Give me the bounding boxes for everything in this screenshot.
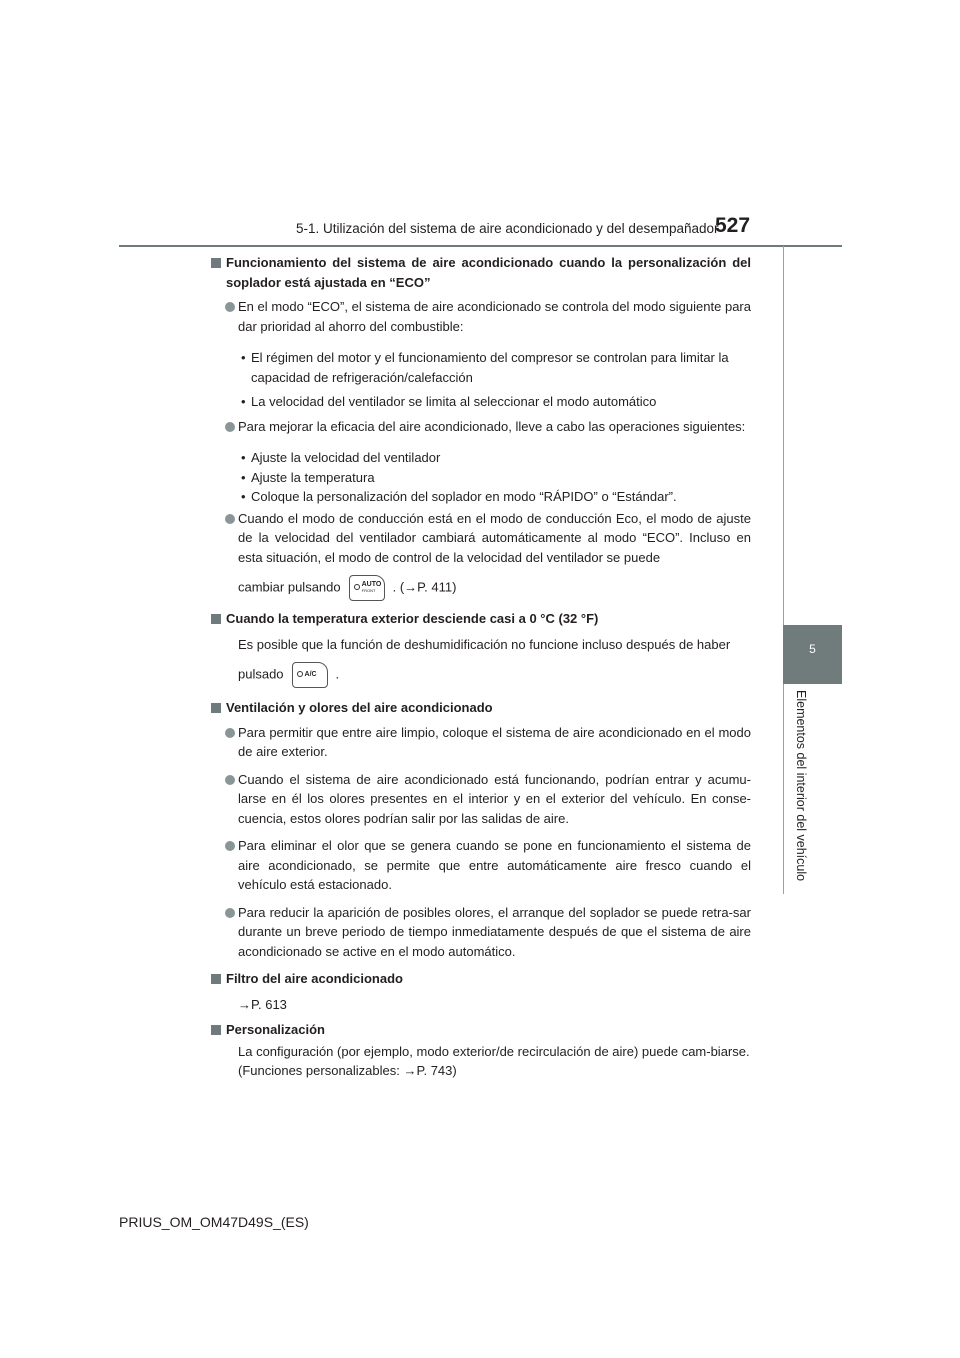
sub-bullet-marker: •: [241, 394, 246, 409]
chapter-label-wrap: [792, 690, 808, 890]
section-heading: Ventilación y olores del aire acondicionado: [226, 700, 493, 715]
bullet-text: Cuando el sistema de aire acondicionado está funcionando, podrían entrar y acumu-larse en él los olores presentes en el interior y en el exterior del vehículo. En conse-cuencia, estos olores podrían salir por las salidas de aire.: [238, 771, 751, 826]
round-bullet-icon: [225, 422, 235, 432]
section-customization: [211, 1020, 751, 1081]
page-reference: . (→P. 411): [392, 579, 457, 595]
sub-bullet-marker: •: [241, 350, 246, 365]
sub-bullet-text: Ajuste la velocidad del ventilador: [251, 450, 441, 465]
sub-bullet-marker: •: [241, 469, 246, 485]
ac-button-label: A/C: [304, 671, 317, 678]
page-reference: →P. 613: [238, 996, 287, 1012]
square-bullet-icon: [211, 703, 221, 713]
round-bullet-icon: [225, 514, 235, 524]
section-ventilation: [211, 698, 751, 961]
auto-button-icon: [349, 575, 385, 601]
round-bullet-icon: [225, 775, 235, 785]
section-heading: Cuando la temperatura exterior desciende casi a 0 °C (32 °F): [226, 611, 599, 626]
round-bullet-icon: [225, 302, 235, 312]
footer-doc-code: PRIUS_OM_OM47D49S_(ES): [119, 1214, 309, 1230]
bullet-text: Para permitir que entre aire limpio, coloque el sistema de aire acondicionado en el modo de aire exterior.: [238, 724, 751, 759]
bullet-text: En el modo “ECO”, el sistema de aire acondicionado se controla del modo siguiente para dar prioridad al ahorro del combustible:: [238, 299, 751, 334]
sub-bullet-marker: •: [241, 450, 246, 465]
section-heading: Personalización: [226, 1022, 325, 1037]
page-content: [211, 253, 751, 1081]
sub-bullet-text: Coloque la personalización del soplador en modo “RÁPIDO” o “Estándar”.: [251, 489, 677, 504]
header-title: 5-1. Utilización del sistema de aire acondicionado y del desempañador: [296, 221, 719, 236]
chapter-tab: [783, 625, 842, 684]
section-heading: Funcionamiento del sistema de aire acondicionado cuando la personalización del soplador está ajustada en “ECO”: [226, 255, 751, 290]
chapter-number: 5: [809, 642, 816, 656]
square-bullet-icon: [211, 974, 221, 984]
header-rule: [119, 245, 842, 247]
square-bullet-icon: [211, 1025, 221, 1035]
bullet-text: Para reducir la aparición de posibles olores, el arranque del soplador se puede retra-sar durante un breve periodo de tiempo inmediatamente después de que el sistema de aire acondicionado se active en el modo automático.: [238, 904, 751, 959]
auto-button-sublabel: FRONT: [361, 588, 376, 593]
ac-button-icon: [292, 662, 328, 688]
paragraph-tail: pulsado: [238, 666, 284, 682]
sub-bullet-text: El régimen del motor y el funcionamiento del compresor se controlan para limitar la capacidad de refrigeración/calefacción: [251, 350, 729, 385]
sub-bullet-text: La velocidad del ventilador se limita al seleccionar el modo automático: [251, 394, 657, 409]
sub-bullet-text: Ajuste la temperatura: [251, 469, 375, 485]
round-bullet-icon: [225, 841, 235, 851]
section-heading: Filtro del aire acondicionado: [226, 971, 403, 986]
round-bullet-icon: [225, 908, 235, 918]
section-filter: [211, 969, 751, 1014]
paragraph: Es posible que la función de deshumidificación no funcione incluso después de haber: [238, 636, 731, 652]
bullet-text-tail: cambiar pulsando: [238, 579, 341, 595]
sub-bullet-marker: •: [241, 489, 246, 504]
square-bullet-icon: [211, 258, 221, 268]
section-eco: [211, 253, 751, 601]
side-divider: [783, 246, 784, 894]
auto-button-label: AUTO: [361, 581, 382, 588]
square-bullet-icon: [211, 614, 221, 624]
round-bullet-icon: [225, 728, 235, 738]
paragraph: (Funciones personalizables: →P. 743): [238, 1063, 457, 1078]
bullet-text: Para mejorar la eficacia del aire acondicionado, lleve a cabo las operaciones siguientes:: [238, 418, 746, 434]
bullet-text: Cuando el modo de conducción está en el modo de conducción Eco, el modo de ajuste de la velocidad del ventilador cambiará automáticamente al modo “ECO”. Incluso en esta situación, el modo de control de la velocidad del ventilador se puede: [238, 510, 751, 565]
paragraph: La configuración (por ejemplo, modo exterior/de recirculación de aire) puede cam-biarse.: [238, 1043, 750, 1059]
bullet-text: Para eliminar el olor que se genera cuando se pone en funcionamiento el sistema de aire acondicionado, se permite que entre automáticamente aire fresco cuando el vehículo está estacionado.: [238, 838, 751, 892]
section-temperature: Cuando la temperatura exterior desciende casi a 0 °C (32 °F) Es posible que la función de deshumidificación no funcione incluso después de haber pulsado A/C .: [211, 609, 751, 688]
page-number: 527: [715, 214, 751, 237]
chapter-label: Elementos del interior del vehículo: [794, 690, 808, 882]
